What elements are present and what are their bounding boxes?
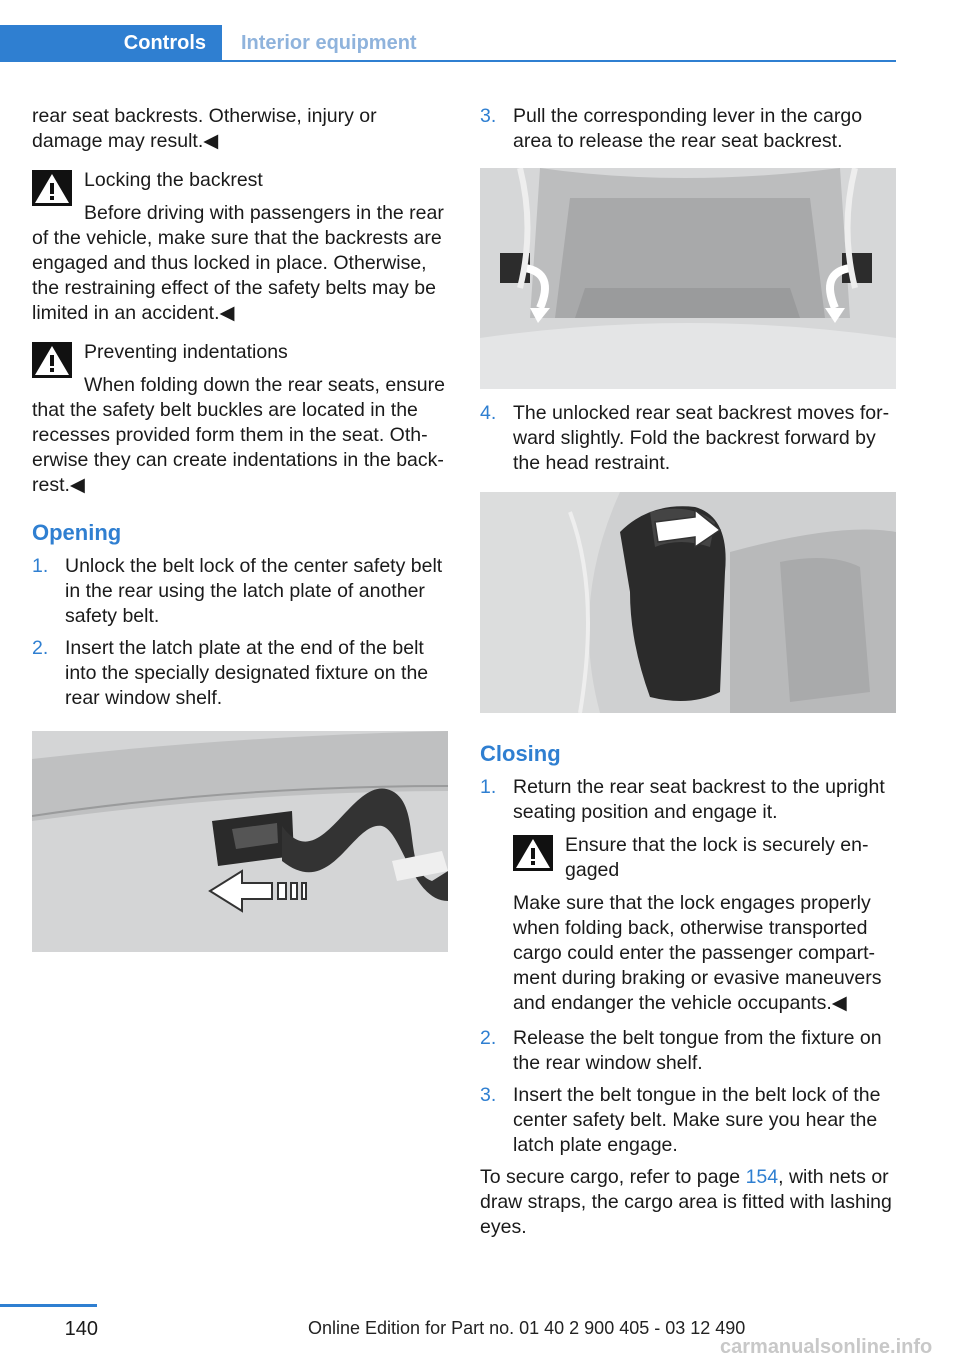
list-item bbox=[480, 1026, 896, 1076]
list-item bbox=[32, 554, 448, 629]
step-number: 3. bbox=[480, 1084, 497, 1106]
list-item bbox=[480, 1083, 896, 1158]
warning-title: Locking the backrest bbox=[84, 169, 263, 191]
warning-body: When folding down the rear seats, ensure that the safety belt buckles are located in the recesses provided form them in the seat. Otherwise they can create indentations in the backrest.◀ bbox=[32, 374, 445, 496]
page-reference-link[interactable]: 154 bbox=[745, 1166, 779, 1188]
warning-locking-backrest bbox=[32, 168, 448, 326]
step-text: Release the belt tongue from the fixture on the rear window shelf. bbox=[513, 1027, 882, 1074]
warning-triangle-icon bbox=[32, 342, 72, 378]
warning-lock-engaged bbox=[513, 833, 896, 1016]
warning-body: Make sure that the lock engages properly when folding back, otherwise transported cargo could enter the passenger compartment during braking or evasive maneuvers and endanger the vehicle occupants.◀ bbox=[513, 892, 882, 1014]
step-number: 3. bbox=[480, 105, 497, 127]
page-header bbox=[0, 0, 960, 62]
step-number: 1. bbox=[480, 776, 497, 798]
warning-triangle-icon bbox=[32, 170, 72, 206]
edition-note: Online Edition for Part no. 01 40 2 900 405 - 03 12 490 bbox=[308, 1318, 746, 1338]
page-number: 140 bbox=[64, 1318, 98, 1340]
list-item bbox=[32, 636, 448, 711]
warning-triangle-icon bbox=[513, 835, 553, 871]
closing-steps bbox=[480, 775, 896, 1158]
closing-heading: Closing bbox=[480, 741, 561, 766]
step-number: 2. bbox=[480, 1027, 497, 1049]
step-text: Insert the latch plate at the end of the belt into the specially designated fixture on the rear window shelf. bbox=[65, 637, 429, 709]
opening-steps-continued-2 bbox=[480, 401, 896, 476]
section-tab-controls[interactable]: Controls bbox=[0, 25, 222, 62]
intro-paragraph: rear seat backrests. Otherwise, injury or damage may result.◀ bbox=[32, 105, 377, 152]
step-number: 2. bbox=[32, 637, 49, 659]
warning-title: Ensure that the lock is securely engaged bbox=[565, 834, 869, 881]
cargo-text-before: To secure cargo, refer to page bbox=[480, 1166, 746, 1188]
step-text: Return the rear seat backrest to the upright seating position and engage it. bbox=[513, 776, 885, 823]
cargo-text-after: , with nets or draw straps, the cargo area is fitted with lashing eyes. bbox=[480, 1166, 892, 1238]
list-item bbox=[480, 104, 896, 154]
watermark: carmanualsonline.info bbox=[720, 1336, 933, 1358]
list-item bbox=[480, 775, 896, 1016]
opening-steps-continued bbox=[480, 104, 896, 154]
figure-cargo-area-levers bbox=[480, 168, 896, 389]
step-text: The unlocked rear seat backrest moves forward slightly. Fold the backrest forward by the head restraint. bbox=[513, 402, 890, 474]
step-text: Unlock the belt lock of the center safety belt in the rear using the latch plate of another safety belt. bbox=[65, 555, 443, 627]
figure-fold-backrest bbox=[480, 492, 896, 713]
left-column bbox=[32, 104, 448, 952]
step-text: Insert the belt tongue in the belt lock of the center safety belt. Make sure you hear the latch plate engage. bbox=[513, 1084, 881, 1156]
footer-divider bbox=[0, 1304, 97, 1307]
opening-steps bbox=[32, 554, 448, 711]
cargo-paragraph bbox=[480, 1165, 896, 1240]
list-item bbox=[480, 401, 896, 476]
step-number: 1. bbox=[32, 555, 49, 577]
opening-heading: Opening bbox=[32, 520, 122, 545]
header-divider bbox=[222, 60, 896, 62]
warning-preventing-indentations bbox=[32, 340, 448, 498]
warning-body: Before driving with passengers in the rear of the vehicle, make sure that the backrests are engaged and thus locked in place. Otherwise, the restraining effect of the safety belts may be limited in an accident.◀ bbox=[32, 202, 444, 324]
warning-title: Preventing indentations bbox=[84, 341, 288, 363]
right-column bbox=[480, 104, 896, 1240]
figure-belt-latch-plate bbox=[32, 731, 448, 952]
step-text: Pull the corresponding lever in the cargo area to release the rear seat backrest. bbox=[513, 105, 863, 152]
step-number: 4. bbox=[480, 402, 497, 424]
section-tab-interior-equipment[interactable]: Interior equipment bbox=[241, 32, 417, 54]
